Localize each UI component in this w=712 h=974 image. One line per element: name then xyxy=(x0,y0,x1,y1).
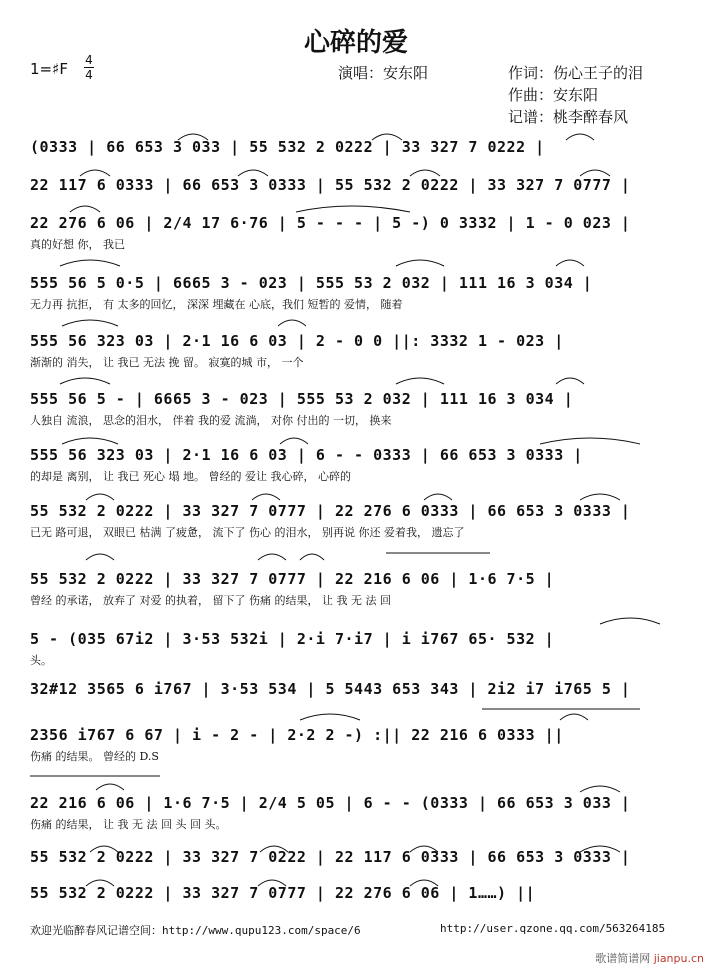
time-signature xyxy=(84,54,94,81)
notation-line: 55 532 2 0222 | 33 327 7 0777 | 22 276 6 0333 | 66 653 3 0333 | xyxy=(30,502,631,520)
site-watermark xyxy=(595,950,704,966)
notation-line: 22 117 6 0333 | 66 653 3 0333 | 55 532 2 0222 | 33 327 7 0777 | xyxy=(30,176,631,194)
lyric-line: 头。 xyxy=(30,654,52,667)
lyric-line: 渐渐的 消失， 让 我已 无法 挽 留。 寂寞的城 市， 一个 xyxy=(30,356,304,369)
notation-line: 555 56 323 03 | 2·1 16 6 03 | 2 - 0 0 ||: 3332 1 - 023 | xyxy=(30,332,564,350)
lyric-line: 曾经 的承诺， 放弃了 对爱 的执着， 留下了 伤痛 的结果， 让 我 无 法 回 xyxy=(30,594,391,607)
watermark-text-a: 歌谱简谱网 xyxy=(595,952,651,965)
notation-line: 555 56 5 - | 6665 3 - 023 | 555 53 2 032 | 111 16 3 034 | xyxy=(30,390,574,408)
lyric-line: 无力再 抗拒， 有 太多的回忆， 深深 埋藏在 心底，我们 短暂的 爱情， 随着 xyxy=(30,298,403,311)
singer-credit: 演唱：安东阳 xyxy=(338,64,429,82)
lyricist-credit: 作词：伤心王子的泪 xyxy=(508,64,644,82)
lyric-line: 的却是 离别， 让 我已 死心 塌 地。 曾经的 爱让 我心碎， 心碎的 xyxy=(30,470,351,483)
lyric-line: 已无 路可退， 双眼已 枯满 了疲惫， 流下了 伤心 的泪水， 别再说 你还 爱着我， 遗忘了 xyxy=(30,526,465,539)
lyric-line: 伤痛 的结果。 曾经的 D.S xyxy=(30,750,159,763)
notation-line: 22 216 6 06 | 1·6 7·5 | 2/4 5 05 | 6 - - (0333 | 66 653 3 033 | xyxy=(30,794,631,812)
notation-line: 22 276 6 06 | 2/4 17 6·76 | 5 - - - | 5 -) 0 3332 | 1 - 0 023 | xyxy=(30,214,631,232)
time-signature-top: 4 xyxy=(85,53,93,67)
footer-left-link[interactable]: 欢迎光临醉春风记谱空间：http://www.qupu123.com/space/6 xyxy=(30,924,361,937)
lyric-line: 真的好想 你， 我已 xyxy=(30,238,125,251)
song-title: 心碎的爱 xyxy=(303,28,408,58)
composer-credit: 作曲：安东阳 xyxy=(508,86,599,104)
notation-line: (0333 | 66 653 3 033 | 55 532 2 0222 | 33 327 7 0222 | xyxy=(30,138,545,156)
time-signature-bottom: 4 xyxy=(85,68,93,82)
notation-line: 555 56 323 03 | 2·1 16 6 03 | 6 - - 0333 | 66 653 3 0333 | xyxy=(30,446,583,464)
footer-right-link[interactable]: http://user.qzone.qq.com/563264185 xyxy=(440,922,666,935)
lyric-line: 伤痛 的结果， 让 我 无 法 回 头 回 头。 xyxy=(30,818,227,831)
notation-line: 55 532 2 0222 | 33 327 7 0777 | 22 276 6 06 | 1……) || xyxy=(30,884,536,902)
notation-line: 55 532 2 0222 | 33 327 7 0222 | 22 117 6 0333 | 66 653 3 0333 | xyxy=(30,848,631,866)
notation-line: 55 532 2 0222 | 33 327 7 0777 | 22 216 6 06 | 1·6 7·5 | xyxy=(30,570,555,588)
notation-line: 5 - (035 67i2 | 3·53 532i | 2·i 7·i7 | i i767 65· 532 | xyxy=(30,630,555,648)
notation-line: 555 56 5 0·5 | 6665 3 - 023 | 555 53 2 032 | 111 16 3 034 | xyxy=(30,274,593,292)
watermark-text-b: jianpu.cn xyxy=(653,952,704,965)
notation-line: 32#12 3565 6 i767 | 3·53 534 | 5 5443 653 343 | 2i2 i7 i765 5 | xyxy=(30,680,631,698)
lyric-line: 人独自 流浪， 思念的泪水， 伴着 我的爱 流淌， 对你 付出的 一切， 换来 xyxy=(30,414,392,427)
notation-line: 2356 i767 6 67 | i - 2 - | 2·2 2 -) :|| 22 216 6 0333 || xyxy=(30,726,564,744)
key-signature: 1=♯F xyxy=(30,60,68,78)
transcriber-credit: 记谱：桃李醉春风 xyxy=(508,108,629,126)
